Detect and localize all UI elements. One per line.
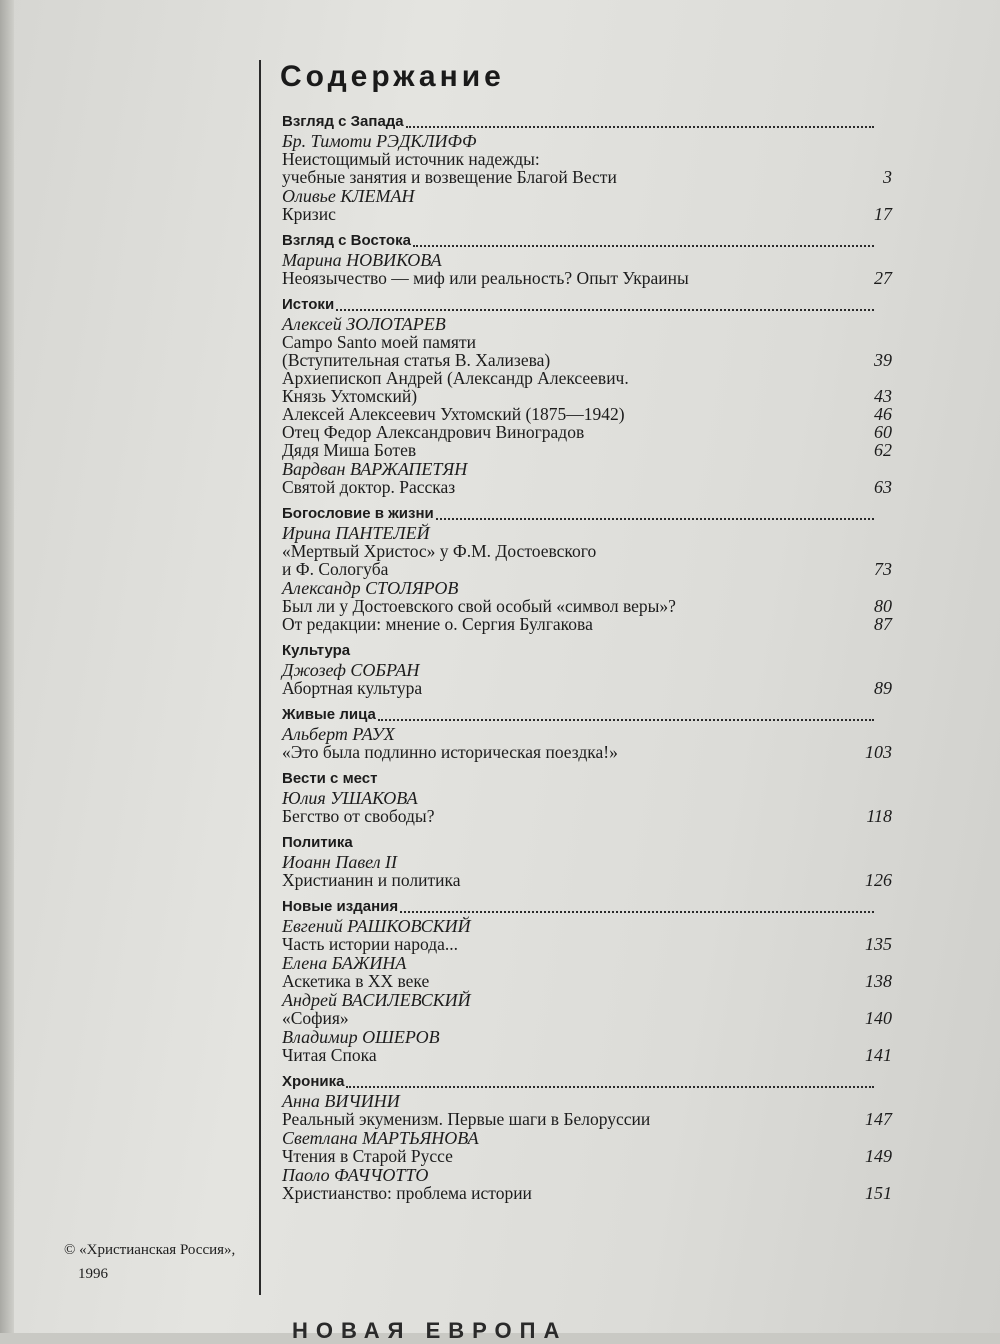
entry-line	[282, 405, 892, 423]
entry-author: Юлия УШАКОВА	[282, 788, 418, 808]
toc-entry	[282, 917, 892, 953]
entry-title: Архиепископ Андрей (Александр Алексеевич.	[282, 368, 629, 388]
entry-author: Оливье КЛЕМАН	[282, 186, 415, 206]
entry-page-number: 87	[874, 614, 892, 634]
toc-entry	[282, 1166, 892, 1202]
entry-title: Кризис	[282, 204, 336, 224]
section-heading-text: Политика	[282, 834, 353, 851]
dot-leader	[378, 717, 874, 721]
book-spine-shadow	[0, 0, 14, 1333]
toc-entry	[282, 460, 892, 496]
entry-author: Елена БАЖИНА	[282, 953, 407, 973]
entry-page-number: 151	[865, 1183, 892, 1203]
toc-entry	[282, 579, 892, 615]
entry-page-number: 140	[865, 1008, 892, 1028]
entry-page-number: 103	[865, 742, 892, 762]
toc-entry	[282, 369, 892, 405]
entry-page-number: 149	[865, 1146, 892, 1166]
toc-entry	[282, 661, 892, 697]
entry-title: Христианин и политика	[282, 870, 461, 890]
entry-page-number: 138	[865, 971, 892, 991]
toc-entry	[282, 315, 892, 369]
entry-title: Campo Santo моей памяти	[282, 332, 476, 352]
entry-line	[282, 679, 892, 697]
entry-line	[282, 369, 892, 387]
entry-page-number: 60	[874, 422, 892, 442]
section-heading-text: Хроника	[282, 1073, 345, 1090]
entry-author: Светлана МАРТЬЯНОВА	[282, 1128, 479, 1148]
entry-author: Марина НОВИКОВА	[282, 250, 442, 270]
toc-section	[282, 897, 892, 1064]
section-heading	[282, 641, 892, 660]
section-heading-text: Новые издания	[282, 898, 399, 915]
entry-title: Был ли у Достоевского свой особый «символ веры»?	[282, 596, 676, 616]
entry-title: Бегство от свободы?	[282, 806, 435, 826]
section-heading	[282, 769, 892, 788]
entry-page-number: 62	[874, 440, 892, 460]
entry-page-number: 89	[874, 678, 892, 698]
entry-line	[282, 205, 892, 223]
entry-author: Ирина ПАНТЕЛЕЙ	[282, 523, 430, 543]
entry-title: учебные занятия и возвещение Благой Вести	[282, 167, 617, 187]
toc-entry	[282, 524, 892, 578]
entry-author: Владимир ОШЕРОВ	[282, 1027, 440, 1047]
vertical-rule	[259, 60, 261, 1295]
entry-author: Евгений РАШКОВСКИЙ	[282, 916, 471, 936]
toc-section	[282, 504, 892, 633]
dot-leader	[436, 516, 874, 520]
toc-entry	[282, 441, 892, 459]
entry-line	[282, 441, 892, 459]
toc-section	[282, 833, 892, 889]
entry-title: Абортная культура	[282, 678, 423, 698]
entry-author: Анна ВИЧИНИ	[282, 1091, 400, 1111]
entry-line	[282, 423, 892, 441]
section-heading-text: Взгляд с Запада	[282, 113, 404, 130]
dot-leader	[346, 1084, 874, 1088]
copyright-line-2: 1996	[78, 1266, 108, 1282]
dot-leader	[413, 243, 874, 247]
entry-author: Иоанн Павел II	[282, 852, 398, 872]
toc-entry	[282, 853, 892, 889]
entry-title: Дядя Миша Ботев	[282, 440, 417, 460]
section-heading	[282, 504, 892, 523]
section-heading-text: Богословие в жизни	[282, 505, 434, 522]
dot-leader	[406, 124, 874, 128]
entry-line	[282, 1147, 892, 1165]
toc-section	[282, 705, 892, 761]
toc-entry	[282, 251, 892, 287]
entry-page-number: 126	[865, 870, 892, 890]
toc-section	[282, 769, 892, 825]
section-heading-text: Взгляд с Востока	[282, 232, 411, 249]
dot-leader	[336, 307, 874, 311]
entry-author: Бр. Тимоти РЭДКЛИФФ	[282, 131, 477, 151]
entry-page-number: 73	[874, 559, 892, 579]
toc-entry	[282, 187, 892, 223]
entry-title: и Ф. Сологуба	[282, 559, 389, 579]
entry-line	[282, 871, 892, 889]
entry-line	[282, 542, 892, 560]
entry-title: Читая Спока	[282, 1045, 377, 1065]
toc-entry	[282, 1129, 892, 1165]
entry-page-number: 3	[883, 167, 892, 187]
entry-line	[282, 615, 892, 633]
entry-line	[282, 387, 892, 405]
page-title: Содержание	[280, 60, 505, 93]
entry-line	[282, 935, 892, 953]
entry-page-number: 135	[865, 934, 892, 954]
toc-section	[282, 1072, 892, 1202]
section-heading	[282, 705, 892, 724]
entry-title: (Вступительная статья В. Хализева)	[282, 350, 551, 370]
toc-entry	[282, 789, 892, 825]
entry-author: Александр СТОЛЯРОВ	[282, 578, 459, 598]
entry-line	[282, 560, 892, 578]
toc-entry	[282, 615, 892, 633]
entry-title: Реальный экуменизм. Первые шаги в Белоруссии	[282, 1109, 651, 1129]
toc-section	[282, 112, 892, 223]
toc-section	[282, 295, 892, 496]
section-heading	[282, 231, 892, 250]
entry-author: Вардван ВАРЖАПЕТЯН	[282, 459, 468, 479]
toc-entry	[282, 423, 892, 441]
entry-author: Альберт РАУХ	[282, 724, 395, 744]
entry-page-number: 147	[865, 1109, 892, 1129]
section-heading	[282, 295, 892, 314]
section-heading	[282, 833, 892, 852]
entry-line	[282, 972, 892, 990]
entry-author: Алексей ЗОЛОТАРЕВ	[282, 314, 446, 334]
entry-page-number: 39	[874, 350, 892, 370]
toc-entry	[282, 132, 892, 186]
section-heading	[282, 112, 892, 131]
entry-title: Часть истории народа...	[282, 934, 458, 954]
entry-title: Чтения в Старой Руссе	[282, 1146, 453, 1166]
entry-title: Аскетика в XX веке	[282, 971, 430, 991]
entry-title: Алексей Алексеевич Ухтомский (1875—1942)	[282, 404, 625, 424]
toc-entry	[282, 1092, 892, 1128]
section-heading-text: Живые лица	[282, 706, 376, 723]
entry-title: Христианство: проблема истории	[282, 1183, 532, 1203]
entry-page-number: 118	[866, 806, 892, 826]
toc-entry	[282, 405, 892, 423]
entry-line	[282, 597, 892, 615]
entry-line	[282, 150, 892, 168]
toc-entry	[282, 991, 892, 1027]
entry-line	[282, 807, 892, 825]
copyright-line-1: © «Христианская Россия»,	[64, 1242, 236, 1258]
dot-leader	[400, 909, 874, 913]
entry-title: Неистощимый источник надежды:	[282, 149, 540, 169]
toc-entry	[282, 725, 892, 761]
toc-entry	[282, 1028, 892, 1064]
entry-author: Джозеф СОБРАН	[282, 660, 420, 680]
section-heading	[282, 897, 892, 916]
entry-line	[282, 1110, 892, 1128]
entry-line	[282, 351, 892, 369]
entry-page-number: 17	[874, 204, 892, 224]
entry-line	[282, 743, 892, 761]
section-heading-text: Вести с мест	[282, 770, 378, 787]
section-heading-text: Истоки	[282, 296, 335, 313]
section-heading	[282, 1072, 892, 1091]
entry-line	[282, 1046, 892, 1064]
entry-line	[282, 168, 892, 186]
entry-page-number: 80	[874, 596, 892, 616]
entry-line	[282, 333, 892, 351]
magazine-name-bottom: НОВАЯ ЕВРОПА	[292, 1318, 568, 1343]
entry-title: «Мертвый Христос» у Ф.М. Достоевского	[282, 541, 597, 561]
entry-title: Князь Ухтомский)	[282, 386, 418, 406]
table-of-contents	[282, 112, 892, 1210]
toc-section	[282, 231, 892, 287]
entry-page-number: 27	[874, 268, 892, 288]
entry-title: Отец Федор Александрович Виноградов	[282, 422, 585, 442]
entry-title: От редакции: мнение о. Сергия Булгакова	[282, 614, 593, 634]
toc-section	[282, 641, 892, 697]
entry-title: Святой доктор. Рассказ	[282, 477, 456, 497]
entry-line	[282, 1184, 892, 1202]
entry-page-number: 63	[874, 477, 892, 497]
section-heading-text: Культура	[282, 642, 351, 659]
entry-title: Неоязычество — миф или реальность? Опыт Украины	[282, 268, 689, 288]
entry-line	[282, 478, 892, 496]
entry-line	[282, 1009, 892, 1027]
entry-page-number: 46	[874, 404, 892, 424]
entry-title: «София»	[282, 1008, 349, 1028]
toc-entry	[282, 954, 892, 990]
entry-line	[282, 269, 892, 287]
entry-page-number: 43	[874, 386, 892, 406]
entry-author: Паоло ФАЧЧОТТО	[282, 1165, 429, 1185]
entry-author: Андрей ВАСИЛЕВСКИЙ	[282, 990, 471, 1010]
copyright-note	[64, 1238, 264, 1286]
entry-title: «Это была подлинно историческая поездка!»	[282, 742, 618, 762]
entry-page-number: 141	[865, 1045, 892, 1065]
